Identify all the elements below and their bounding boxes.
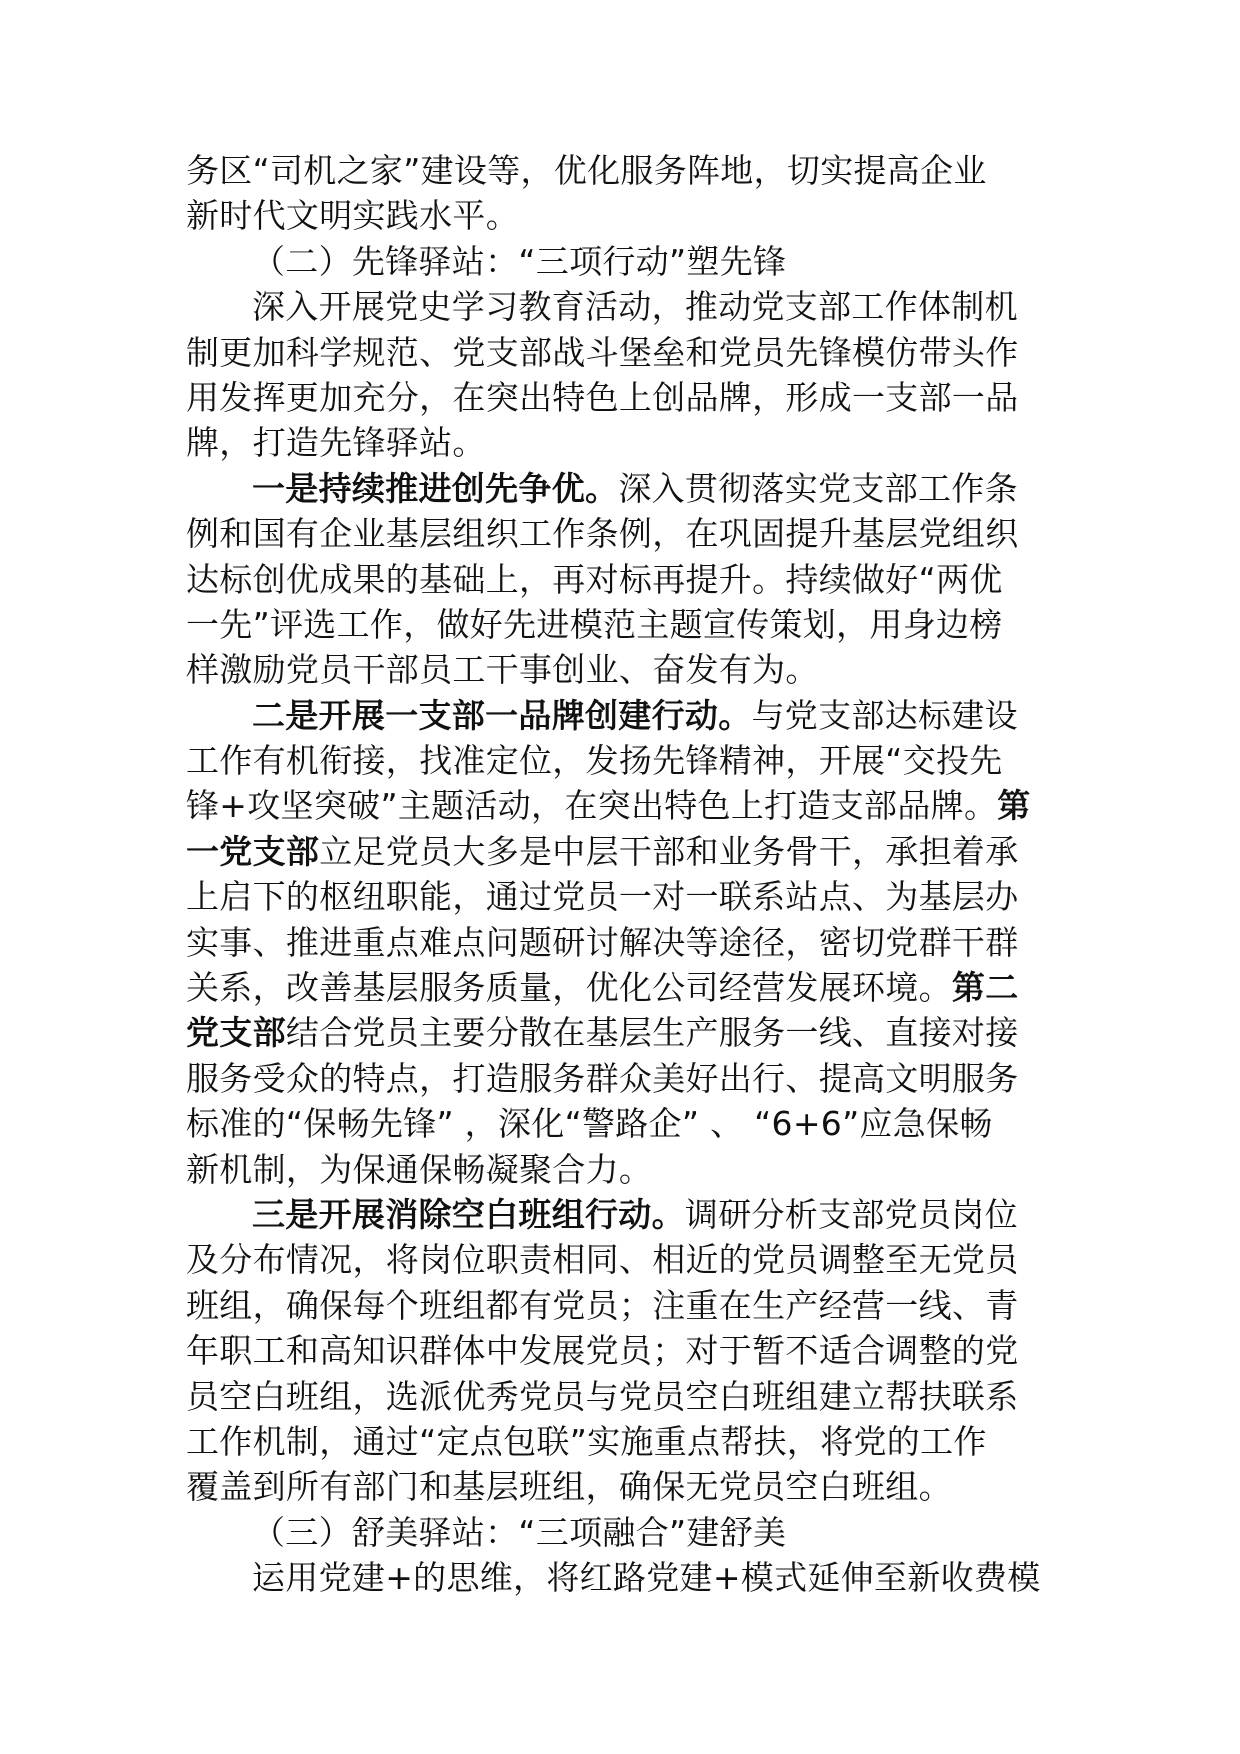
text-line bbox=[186, 783, 1058, 828]
text-line bbox=[186, 829, 1058, 874]
line-text: 及分布情况，将岗位职责相同、相近的党员调整至无党员 bbox=[186, 1240, 1019, 1280]
text-line bbox=[186, 420, 1058, 465]
line-text: 深入贯彻落实党支部工作条 bbox=[618, 468, 1018, 508]
bold-trail: 第二 bbox=[951, 968, 1019, 1008]
text-line bbox=[186, 557, 1058, 602]
line-text: 调研分析支部党员岗位 bbox=[684, 1194, 1018, 1234]
text-line bbox=[186, 466, 1058, 511]
text-line bbox=[186, 920, 1058, 965]
line-text: 新机制，为保通保畅凝聚合力。 bbox=[186, 1149, 653, 1189]
line-text: 制更加科学规范、党支部战斗堡垒和党员先锋模仿带头作 bbox=[186, 332, 1019, 372]
line-text: （二）先锋驿站：“三项行动”塑先锋 bbox=[252, 241, 787, 281]
line-text: 标准的“保畅先锋” ，深化“警路企” 、 “6+6”应急保畅 bbox=[186, 1104, 993, 1144]
text-line bbox=[186, 965, 1058, 1010]
line-text: 与党支部达标建设 bbox=[751, 695, 1018, 735]
line-text: 服务受众的特点，打造服务群众美好出行、提高文明服务 bbox=[186, 1058, 1019, 1098]
text-line bbox=[186, 1464, 1058, 1509]
line-text: 班组，确保每个班组都有党员；注重在生产经营一线、青 bbox=[186, 1285, 1019, 1325]
line-text: 员空白班组，选派优秀党员与党员空白班组建立帮扶联系 bbox=[186, 1376, 1019, 1416]
text-line bbox=[186, 511, 1058, 556]
text-line bbox=[186, 1328, 1058, 1373]
text-line bbox=[186, 1010, 1058, 1055]
bold-lead: 二是开展一支部一品牌创建行动。 bbox=[252, 695, 752, 735]
line-text: （三）舒美驿站：“三项融合”建舒美 bbox=[252, 1512, 787, 1552]
line-text: 深入开展党史学习教育活动，推动党支部工作体制机 bbox=[252, 287, 1018, 327]
bold-lead: 一党支部 bbox=[186, 831, 320, 871]
text-line bbox=[186, 375, 1058, 420]
line-text: 工作有机衔接，找准定位，发扬先锋精神，开展“交投先 bbox=[186, 741, 1003, 781]
line-text: 新时代文明实践水平。 bbox=[186, 196, 519, 236]
line-text: 工作机制，通过“定点包联”实施重点帮扶，将党的工作 bbox=[186, 1421, 987, 1461]
line-text: 立足党员大多是中层干部和业务骨干，承担着承 bbox=[319, 831, 1019, 871]
text-line bbox=[186, 1147, 1058, 1192]
bold-lead: 一是持续推进创先争优。 bbox=[252, 468, 619, 508]
bold-trail: 第 bbox=[997, 786, 1031, 826]
line-text: 一先”评选工作，做好先进模范主题宣传策划，用身边榜 bbox=[186, 604, 1003, 644]
text-line bbox=[186, 1374, 1058, 1419]
text-line bbox=[186, 284, 1058, 329]
line-text: 用发挥更加充分，在突出特色上创品牌，形成一支部一品 bbox=[186, 377, 1019, 417]
line-text: 务区“司机之家”建设等，优化服务阵地，切实提高企业 bbox=[186, 151, 987, 190]
text-line bbox=[186, 1237, 1058, 1282]
text-line bbox=[186, 1283, 1058, 1328]
text-line bbox=[186, 738, 1058, 783]
line-text: 实事、推进重点难点问题研讨解决等途径，密切党群干群 bbox=[186, 922, 1019, 962]
section-heading bbox=[186, 1510, 1058, 1555]
bold-lead: 党支部 bbox=[186, 1013, 286, 1053]
line-text: 结合党员主要分散在基层生产服务一线、直接对接 bbox=[285, 1013, 1019, 1053]
text-line bbox=[186, 874, 1058, 919]
line-text: 年职工和高知识群体中发展党员；对于暂不适合调整的党 bbox=[186, 1331, 1019, 1371]
text-line bbox=[186, 1056, 1058, 1101]
line-text: 达标创优成果的基础上，再对标再提升。持续做好“两优 bbox=[186, 559, 1003, 599]
section-heading bbox=[186, 239, 1058, 284]
line-text: 覆盖到所有部门和基层班组，确保无党员空白班组。 bbox=[186, 1467, 952, 1507]
text-line bbox=[186, 1101, 1058, 1146]
text-line bbox=[186, 330, 1058, 375]
text-line bbox=[186, 193, 1058, 238]
bold-lead: 三是开展消除空白班组行动。 bbox=[252, 1194, 685, 1234]
text-line bbox=[186, 148, 1058, 193]
text-line bbox=[186, 647, 1058, 692]
line-text: 牌，打造先锋驿站。 bbox=[186, 423, 486, 463]
text-line bbox=[186, 1419, 1058, 1464]
line-text: 锋+攻坚突破”主题活动，在突出特色上打造支部品牌。 bbox=[186, 786, 998, 826]
text-line bbox=[186, 602, 1058, 647]
text-line bbox=[186, 1192, 1058, 1237]
line-text: 关系，改善基层服务质量，优化公司经营发展环境。 bbox=[186, 968, 952, 1008]
line-text: 例和国有企业基层组织工作条例，在巩固提升基层党组织 bbox=[186, 514, 1019, 554]
text-line bbox=[186, 1555, 1058, 1600]
text-line bbox=[186, 693, 1058, 738]
line-text: 样激励党员干部员工干事创业、奋发有为。 bbox=[186, 650, 819, 690]
line-text: 上启下的枢纽职能，通过党员一对一联系站点、为基层办 bbox=[186, 877, 1019, 917]
line-text: 运用党建+的思维，将红路党建+模式延伸至新收费模 bbox=[252, 1558, 1041, 1598]
